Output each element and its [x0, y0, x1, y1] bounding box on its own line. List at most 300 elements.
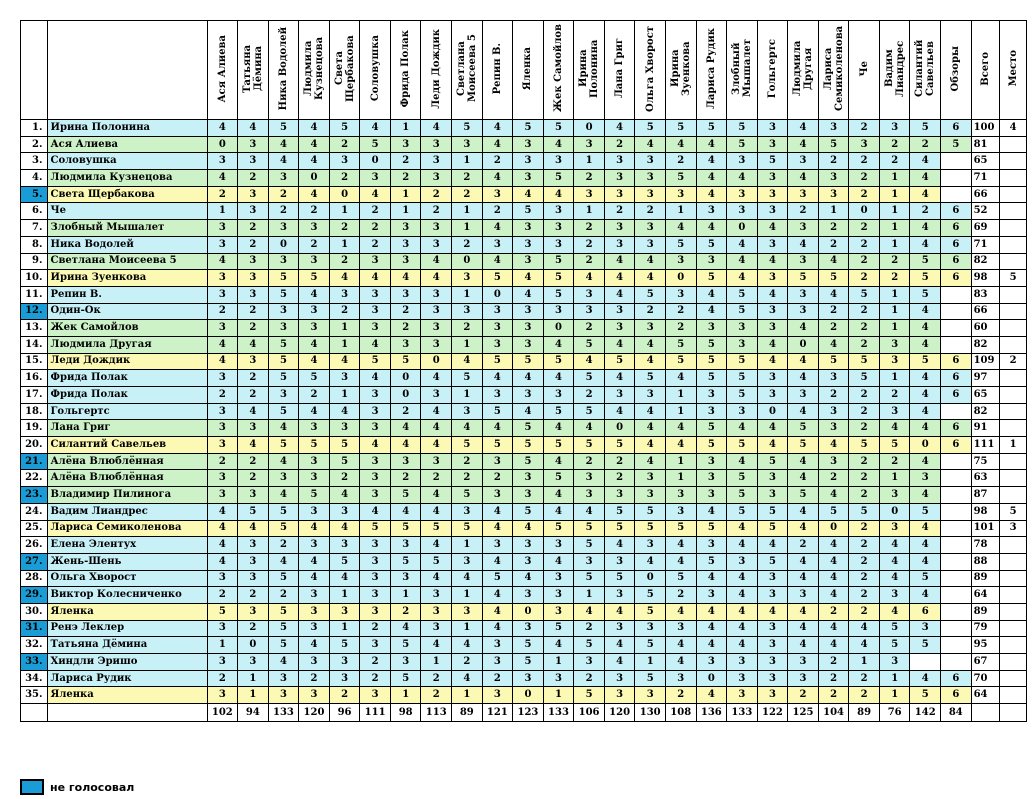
score-cell: 3 — [329, 286, 360, 303]
table-row — [21, 303, 1027, 320]
score-cell: 5 — [910, 286, 941, 303]
score-cell: 2 — [574, 620, 605, 637]
score-cell: 4 — [788, 120, 819, 137]
score-cell: 3 — [360, 470, 391, 487]
score-cell: 4 — [360, 120, 391, 137]
total-cell: 91 — [971, 420, 1000, 437]
score-cell: 3 — [543, 153, 574, 170]
score-cell: 3 — [604, 553, 635, 570]
score-cell: 3 — [421, 303, 452, 320]
score-cell: 5 — [543, 470, 574, 487]
score-cell: 5 — [574, 403, 605, 420]
score-cell: 1 — [879, 470, 910, 487]
score-cell: 5 — [757, 453, 788, 470]
score-cell: 3 — [329, 537, 360, 554]
score-cell: 2 — [452, 186, 483, 203]
score-cell: 5 — [849, 437, 880, 454]
score-cell: 4 — [788, 136, 819, 153]
score-cell: 5 — [635, 637, 666, 654]
score-cell: 4 — [757, 220, 788, 237]
score-cell: 5 — [788, 437, 819, 454]
score-cell: 3 — [238, 553, 269, 570]
score-cell: 5 — [513, 420, 544, 437]
score-cell: 4 — [757, 603, 788, 620]
score-cell: 2 — [849, 687, 880, 704]
score-cell: 3 — [635, 537, 666, 554]
score-cell: 3 — [452, 136, 483, 153]
score-cell: 3 — [421, 620, 452, 637]
total-cell: 69 — [971, 220, 1000, 237]
score-cell: 4 — [482, 553, 513, 570]
score-cell: 4 — [910, 220, 941, 237]
score-cell: 5 — [452, 487, 483, 504]
score-cell: 3 — [207, 420, 238, 437]
score-cell: 3 — [268, 303, 299, 320]
total-cell: 63 — [971, 470, 1000, 487]
place-cell — [1000, 286, 1027, 303]
score-cell: 3 — [299, 303, 330, 320]
row-number: 3. — [21, 153, 48, 170]
score-cell: 2 — [390, 153, 421, 170]
score-cell: 5 — [574, 520, 605, 537]
score-cell: 1 — [452, 153, 483, 170]
column-sum: 111 — [360, 704, 391, 722]
header-place: Место — [1000, 21, 1027, 120]
table-row — [21, 170, 1027, 187]
score-cell: 1 — [879, 370, 910, 387]
score-cell: 1 — [207, 203, 238, 220]
sums-spacer — [21, 704, 48, 722]
score-cell: 4 — [238, 520, 269, 537]
participant-name: Лариса Семиколенова — [47, 520, 207, 537]
place-cell: 3 — [1000, 520, 1027, 537]
score-cell: 3 — [421, 453, 452, 470]
score-cell: 4 — [543, 186, 574, 203]
score-cell: 2 — [849, 487, 880, 504]
score-cell: 6 — [941, 670, 972, 687]
score-cell: 4 — [543, 553, 574, 570]
score-cell: 5 — [727, 136, 758, 153]
score-cell: 3 — [421, 587, 452, 604]
score-cell: 3 — [360, 687, 391, 704]
score-cell: 4 — [329, 270, 360, 287]
score-cell: 4 — [665, 603, 696, 620]
row-number: 4. — [21, 170, 48, 187]
score-cell: 2 — [818, 687, 849, 704]
score-cell: 4 — [238, 437, 269, 454]
score-cell: 4 — [879, 553, 910, 570]
score-cell: 4 — [757, 537, 788, 554]
score-cell: 4 — [299, 520, 330, 537]
score-cell: 4 — [238, 120, 269, 137]
score-cell: 4 — [390, 270, 421, 287]
score-cell: 5 — [574, 437, 605, 454]
score-cell: 5 — [421, 553, 452, 570]
score-cell: 3 — [665, 620, 696, 637]
score-cell: 5 — [452, 370, 483, 387]
score-cell: 3 — [849, 136, 880, 153]
score-cell: 5 — [696, 553, 727, 570]
score-cell: 3 — [482, 453, 513, 470]
score-cell — [941, 570, 972, 587]
score-cell: 4 — [818, 487, 849, 504]
column-sum: 113 — [421, 704, 452, 722]
score-cell: 3 — [421, 153, 452, 170]
score-cell: 2 — [849, 603, 880, 620]
score-cell: 4 — [910, 186, 941, 203]
score-cell: 4 — [574, 603, 605, 620]
score-cell: 4 — [849, 637, 880, 654]
score-cell: 3 — [757, 203, 788, 220]
score-cell: 3 — [299, 253, 330, 270]
total-cell: 67 — [971, 654, 1000, 671]
score-cell: 4 — [604, 603, 635, 620]
score-cell: 2 — [482, 670, 513, 687]
score-cell: 3 — [390, 654, 421, 671]
score-cell: 4 — [910, 303, 941, 320]
score-cell: 3 — [207, 320, 238, 337]
row-number: 31. — [21, 620, 48, 637]
column-sum: 89 — [849, 704, 880, 722]
place-cell: 4 — [1000, 120, 1027, 137]
score-cell: 4 — [665, 637, 696, 654]
score-cell: 3 — [513, 236, 544, 253]
score-cell: 2 — [207, 186, 238, 203]
score-cell: 3 — [513, 336, 544, 353]
participant-name: Жек Самойлов — [47, 320, 207, 337]
score-cell: 4 — [543, 503, 574, 520]
score-cell: 4 — [727, 587, 758, 604]
score-cell: 6 — [941, 236, 972, 253]
row-number: 2. — [21, 136, 48, 153]
score-cell: 0 — [727, 220, 758, 237]
score-cell: 3 — [788, 387, 819, 404]
score-cell: 1 — [879, 203, 910, 220]
score-cell: 3 — [421, 336, 452, 353]
score-cell: 3 — [421, 387, 452, 404]
score-cell: 3 — [696, 654, 727, 671]
score-cell: 6 — [941, 437, 972, 454]
score-cell — [941, 303, 972, 320]
score-cell: 3 — [390, 253, 421, 270]
score-cell: 5 — [727, 120, 758, 137]
score-cell: 4 — [604, 403, 635, 420]
score-cell: 3 — [543, 537, 574, 554]
score-cell: 2 — [849, 570, 880, 587]
score-cell: 4 — [696, 286, 727, 303]
score-cell: 5 — [727, 470, 758, 487]
score-cell: 2 — [238, 453, 269, 470]
column-sum: 133 — [727, 704, 758, 722]
score-cell: 3 — [574, 186, 605, 203]
score-cell: 2 — [849, 153, 880, 170]
table-row — [21, 203, 1027, 220]
score-cell: 4 — [299, 153, 330, 170]
score-cell: 3 — [299, 620, 330, 637]
score-cell: 3 — [788, 654, 819, 671]
score-cell: 1 — [390, 120, 421, 137]
score-cell: 3 — [757, 654, 788, 671]
score-cell: 4 — [513, 186, 544, 203]
score-cell: 2 — [849, 420, 880, 437]
score-cell: 5 — [696, 370, 727, 387]
score-cell: 4 — [727, 420, 758, 437]
score-cell: 5 — [788, 420, 819, 437]
score-cell: 4 — [421, 370, 452, 387]
score-cell: 6 — [941, 387, 972, 404]
total-cell: 89 — [971, 603, 1000, 620]
score-cell: 1 — [238, 687, 269, 704]
score-cell: 4 — [452, 570, 483, 587]
score-cell: 3 — [482, 303, 513, 320]
score-cell: 5 — [390, 353, 421, 370]
score-cell: 2 — [574, 670, 605, 687]
score-cell: 4 — [910, 487, 941, 504]
score-cell: 4 — [268, 553, 299, 570]
score-cell: 4 — [727, 253, 758, 270]
legend — [20, 777, 134, 797]
score-cell: 4 — [299, 120, 330, 137]
score-cell: 4 — [604, 537, 635, 554]
score-cell: 3 — [513, 487, 544, 504]
total-cell: 98 — [971, 270, 1000, 287]
score-cell: 4 — [207, 553, 238, 570]
total-cell: 88 — [971, 553, 1000, 570]
score-cell: 2 — [849, 303, 880, 320]
score-cell: 5 — [757, 553, 788, 570]
place-cell — [1000, 403, 1027, 420]
score-cell: 3 — [329, 603, 360, 620]
score-cell: 5 — [513, 203, 544, 220]
score-cell: 0 — [818, 520, 849, 537]
score-cell: 2 — [879, 453, 910, 470]
place-cell — [1000, 236, 1027, 253]
score-cell: 0 — [482, 286, 513, 303]
score-cell: 5 — [910, 637, 941, 654]
score-cell: 1 — [452, 220, 483, 237]
place-cell — [1000, 637, 1027, 654]
header-column: Ася Алиева — [207, 21, 238, 120]
score-cell: 3 — [268, 253, 299, 270]
score-cell: 3 — [268, 687, 299, 704]
header-name — [47, 21, 207, 120]
score-cell: 5 — [757, 503, 788, 520]
score-cell: 3 — [635, 153, 666, 170]
score-cell: 3 — [360, 387, 391, 404]
score-cell: 4 — [788, 520, 819, 537]
place-cell — [1000, 570, 1027, 587]
score-cell — [941, 186, 972, 203]
score-cell: 3 — [329, 420, 360, 437]
row-number: 35. — [21, 687, 48, 704]
total-cell: 109 — [971, 353, 1000, 370]
score-cell: 3 — [299, 453, 330, 470]
score-cell: 4 — [543, 420, 574, 437]
score-cell: 4 — [543, 487, 574, 504]
participant-name: Соловушка — [47, 153, 207, 170]
score-cell: 2 — [238, 620, 269, 637]
score-cell: 5 — [482, 403, 513, 420]
score-cell: 5 — [635, 286, 666, 303]
score-cell: 1 — [452, 203, 483, 220]
row-number: 24. — [21, 503, 48, 520]
row-number: 30. — [21, 603, 48, 620]
score-cell: 4 — [727, 236, 758, 253]
score-cell — [941, 520, 972, 537]
score-cell: 3 — [574, 286, 605, 303]
score-cell: 3 — [482, 387, 513, 404]
table-row — [21, 470, 1027, 487]
score-cell: 2 — [360, 654, 391, 671]
score-cell: 3 — [543, 587, 574, 604]
score-cell: 3 — [390, 220, 421, 237]
total-cell: 66 — [971, 303, 1000, 320]
score-cell: 3 — [879, 403, 910, 420]
place-cell — [1000, 203, 1027, 220]
score-cell: 5 — [727, 503, 758, 520]
score-cell: 3 — [757, 320, 788, 337]
score-cell: 0 — [604, 420, 635, 437]
participant-name: Елена Элентух — [47, 537, 207, 554]
score-cell: 4 — [360, 186, 391, 203]
score-cell: 1 — [543, 687, 574, 704]
score-cell: 4 — [696, 303, 727, 320]
score-cell: 4 — [390, 420, 421, 437]
score-cell: 1 — [390, 687, 421, 704]
score-cell: 3 — [818, 403, 849, 420]
column-sum: 102 — [207, 704, 238, 722]
score-cell: 3 — [207, 153, 238, 170]
score-cell: 2 — [329, 136, 360, 153]
score-cell: 3 — [390, 570, 421, 587]
score-cell: 3 — [513, 253, 544, 270]
score-cell: 1 — [879, 303, 910, 320]
score-cell: 2 — [207, 387, 238, 404]
score-cell: 4 — [482, 503, 513, 520]
table-row — [21, 570, 1027, 587]
total-cell: 97 — [971, 370, 1000, 387]
row-number: 26. — [21, 537, 48, 554]
score-cell: 5 — [635, 603, 666, 620]
score-cell: 4 — [482, 253, 513, 270]
score-cell: 3 — [299, 470, 330, 487]
score-cell: 4 — [635, 420, 666, 437]
place-cell — [1000, 320, 1027, 337]
score-cell: 3 — [482, 236, 513, 253]
participant-name: Алёна Влюблённая — [47, 453, 207, 470]
score-cell: 4 — [543, 637, 574, 654]
score-cell: 4 — [574, 503, 605, 520]
row-number: 11. — [21, 286, 48, 303]
score-cell: 2 — [238, 236, 269, 253]
score-cell: 5 — [513, 503, 544, 520]
score-cell: 3 — [452, 503, 483, 520]
score-cell: 3 — [788, 286, 819, 303]
score-cell: 1 — [452, 687, 483, 704]
score-cell: 4 — [604, 370, 635, 387]
score-cell: 6 — [941, 253, 972, 270]
score-cell: 5 — [849, 370, 880, 387]
score-cell: 5 — [818, 136, 849, 153]
score-cell: 5 — [268, 520, 299, 537]
score-cell: 3 — [757, 470, 788, 487]
total-cell: 65 — [971, 387, 1000, 404]
score-cell: 1 — [452, 620, 483, 637]
row-number: 7. — [21, 220, 48, 237]
score-cell: 2 — [207, 303, 238, 320]
score-cell: 3 — [879, 336, 910, 353]
score-cell: 4 — [635, 553, 666, 570]
score-cell: 3 — [635, 487, 666, 504]
score-cell: 5 — [604, 570, 635, 587]
score-cell: 5 — [360, 520, 391, 537]
score-cell: 4 — [665, 420, 696, 437]
score-cell: 3 — [665, 503, 696, 520]
row-number: 33. — [21, 654, 48, 671]
row-number: 25. — [21, 520, 48, 537]
score-cell: 2 — [360, 203, 391, 220]
score-cell: 3 — [604, 303, 635, 320]
score-cell: 3 — [910, 470, 941, 487]
place-cell — [1000, 487, 1027, 504]
score-cell: 2 — [665, 687, 696, 704]
score-cell: 4 — [818, 253, 849, 270]
column-sum: 136 — [696, 704, 727, 722]
score-cell: 4 — [635, 253, 666, 270]
score-cell: 3 — [757, 236, 788, 253]
score-cell: 5 — [268, 270, 299, 287]
score-cell: 2 — [788, 203, 819, 220]
score-cell: 3 — [513, 153, 544, 170]
score-cell: 4 — [390, 437, 421, 454]
score-cell: 2 — [390, 320, 421, 337]
score-cell: 2 — [421, 470, 452, 487]
score-cell: 3 — [360, 170, 391, 187]
score-cell: 5 — [604, 520, 635, 537]
score-cell: 3 — [207, 654, 238, 671]
score-cell: 3 — [421, 136, 452, 153]
score-cell: 2 — [360, 236, 391, 253]
score-cell: 3 — [207, 687, 238, 704]
score-cell: 2 — [818, 603, 849, 620]
score-cell: 5 — [818, 270, 849, 287]
score-cell: 2 — [238, 303, 269, 320]
score-cell: 2 — [574, 253, 605, 270]
score-cell: 3 — [360, 637, 391, 654]
score-cell: 3 — [238, 270, 269, 287]
place-cell — [1000, 170, 1027, 187]
score-cell: 6 — [941, 120, 972, 137]
score-cell: 1 — [452, 537, 483, 554]
score-cell — [941, 587, 972, 604]
score-cell: 6 — [941, 420, 972, 437]
participant-name: Че — [47, 203, 207, 220]
place-cell — [1000, 603, 1027, 620]
score-cell: 5 — [727, 437, 758, 454]
score-cell: 5 — [910, 353, 941, 370]
score-cell: 4 — [329, 570, 360, 587]
total-cell: 64 — [971, 687, 1000, 704]
row-number: 8. — [21, 236, 48, 253]
score-cell: 4 — [329, 353, 360, 370]
score-cell — [941, 470, 972, 487]
header-total: Всего — [971, 21, 1000, 120]
table-row — [21, 403, 1027, 420]
score-cell: 4 — [757, 286, 788, 303]
score-cell: 5 — [299, 487, 330, 504]
table-row — [21, 670, 1027, 687]
score-cell: 5 — [849, 353, 880, 370]
